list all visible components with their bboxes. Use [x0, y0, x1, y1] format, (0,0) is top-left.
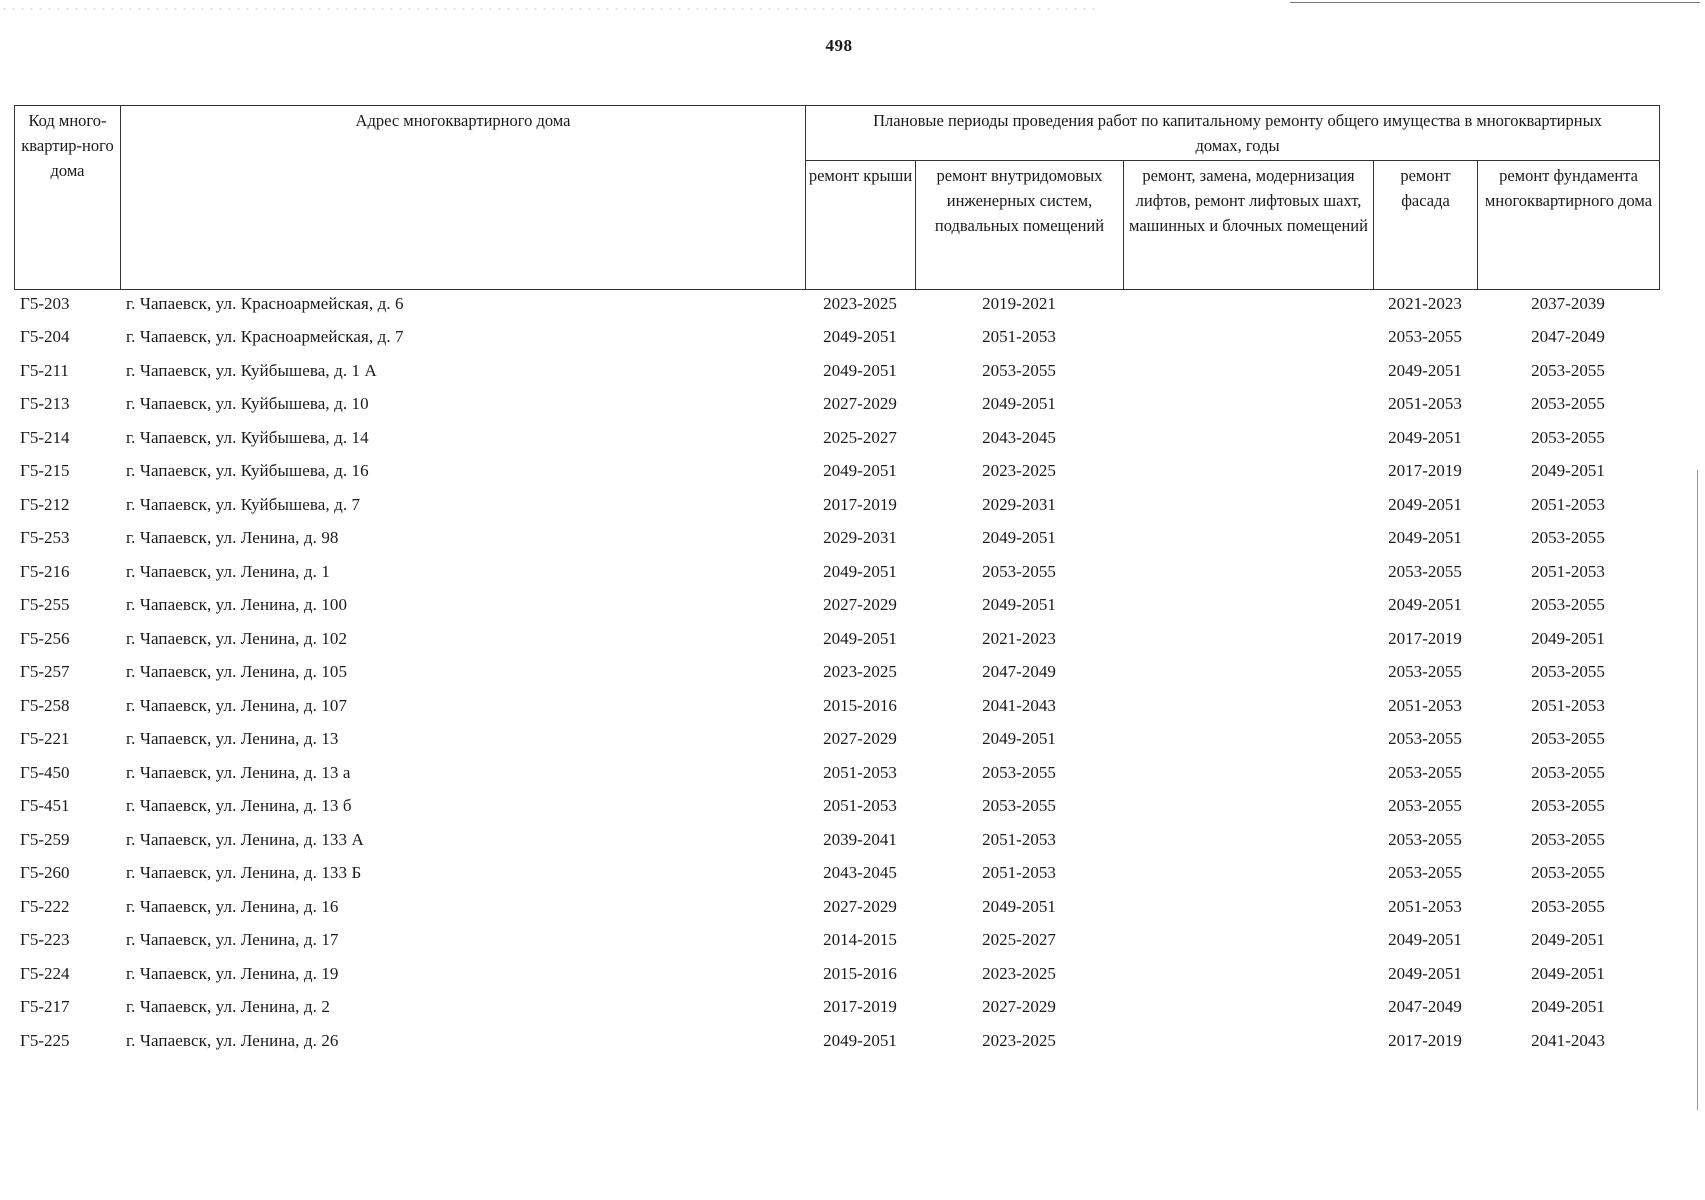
row-address: г. Чапаевск, ул. Ленина, д. 102 — [126, 628, 348, 648]
row-address: г. Чапаевск, ул. Ленина, д. 17 — [126, 930, 339, 950]
row-code: Г5-259 — [20, 829, 70, 849]
header-periods-group: Плановые периоды проведения работ по капитальному ремонту общего имущества в многоквартирных домах, годы — [806, 106, 1660, 161]
row-foundation-period: 2053-2055 — [1531, 528, 1605, 548]
row-code: Г5-221 — [20, 729, 70, 749]
row-lifts-period — [1123, 756, 1373, 790]
table-row — [14, 388, 1659, 422]
row-address: г. Чапаевск, ул. Красноармейская, д. 7 — [126, 327, 404, 347]
row-engineering-period: 2051-2053 — [982, 829, 1056, 849]
row-lifts-period — [1123, 857, 1373, 891]
row-lifts-period — [1123, 421, 1373, 455]
row-roof-period: 2049-2051 — [823, 327, 897, 347]
table-row — [14, 455, 1659, 489]
row-engineering-period: 2023-2025 — [982, 1030, 1056, 1050]
row-foundation-period: 2037-2039 — [1531, 293, 1605, 313]
row-lifts-period — [1123, 957, 1373, 991]
row-address: г. Чапаевск, ул. Ленина, д. 13 — [126, 729, 339, 749]
row-roof-period: 2015-2016 — [823, 963, 897, 983]
row-address: г. Чапаевск, ул. Ленина, д. 107 — [126, 695, 348, 715]
row-code: Г5-217 — [20, 997, 70, 1017]
table-row — [14, 1024, 1659, 1058]
row-roof-period: 2029-2031 — [823, 528, 897, 548]
row-code: Г5-260 — [20, 863, 70, 883]
row-lifts-period — [1123, 321, 1373, 355]
row-foundation-period: 2051-2053 — [1531, 561, 1605, 581]
row-facade-period: 2049-2051 — [1388, 595, 1462, 615]
row-roof-period: 2027-2029 — [823, 595, 897, 615]
row-foundation-period: 2051-2053 — [1531, 494, 1605, 514]
row-lifts-period — [1123, 522, 1373, 556]
row-facade-period: 2017-2019 — [1388, 461, 1462, 481]
scan-top-rule — [1290, 2, 1700, 3]
row-facade-period: 2051-2053 — [1388, 394, 1462, 414]
row-facade-period: 2017-2019 — [1388, 628, 1462, 648]
row-roof-period: 2049-2051 — [823, 1030, 897, 1050]
row-foundation-period: 2053-2055 — [1531, 427, 1605, 447]
row-facade-period: 2049-2051 — [1388, 427, 1462, 447]
row-lifts-period — [1123, 991, 1373, 1025]
row-code: Г5-204 — [20, 327, 70, 347]
row-code: Г5-225 — [20, 1030, 70, 1050]
table-row — [14, 656, 1659, 690]
row-foundation-period: 2049-2051 — [1531, 628, 1605, 648]
header-code: Код много-квартир-ного дома — [15, 106, 121, 290]
row-roof-period: 2049-2051 — [823, 628, 897, 648]
row-roof-period: 2051-2053 — [823, 762, 897, 782]
table-header — [14, 105, 1660, 290]
row-lifts-period — [1123, 388, 1373, 422]
table-row — [14, 689, 1659, 723]
row-foundation-period: 2041-2043 — [1531, 1030, 1605, 1050]
row-lifts-period — [1123, 488, 1373, 522]
row-code: Г5-451 — [20, 796, 70, 816]
row-address: г. Чапаевск, ул. Ленина, д. 133 А — [126, 829, 364, 849]
table-row — [14, 522, 1659, 556]
header-lifts: ремонт, замена, модернизация лифтов, ремонт лифтовых шахт, машинных и блочных помещений — [1124, 161, 1374, 290]
row-lifts-period — [1123, 622, 1373, 656]
row-address: г. Чапаевск, ул. Ленина, д. 105 — [126, 662, 348, 682]
row-engineering-period: 2053-2055 — [982, 360, 1056, 380]
row-code: Г5-213 — [20, 394, 70, 414]
row-lifts-period — [1123, 1024, 1373, 1058]
row-engineering-period: 2043-2045 — [982, 427, 1056, 447]
table-row — [14, 354, 1659, 388]
table-row — [14, 790, 1659, 824]
row-address: г. Чапаевск, ул. Красноармейская, д. 6 — [126, 293, 404, 313]
row-address: г. Чапаевск, ул. Куйбышева, д. 14 — [126, 427, 369, 447]
row-roof-period: 2023-2025 — [823, 662, 897, 682]
row-foundation-period: 2053-2055 — [1531, 595, 1605, 615]
row-roof-period: 2043-2045 — [823, 863, 897, 883]
row-roof-period: 2051-2053 — [823, 796, 897, 816]
row-roof-period: 2014-2015 — [823, 930, 897, 950]
row-facade-period: 2017-2019 — [1388, 1030, 1462, 1050]
row-facade-period: 2053-2055 — [1388, 796, 1462, 816]
table-row — [14, 756, 1659, 790]
row-lifts-period — [1123, 589, 1373, 623]
row-address: г. Чапаевск, ул. Ленина, д. 2 — [126, 997, 330, 1017]
row-code: Г5-253 — [20, 528, 70, 548]
scan-edge-rule — [1697, 470, 1698, 1110]
row-engineering-period: 2029-2031 — [982, 494, 1056, 514]
row-code: Г5-255 — [20, 595, 70, 615]
row-roof-period: 2049-2051 — [823, 360, 897, 380]
row-code: Г5-222 — [20, 896, 70, 916]
row-foundation-period: 2053-2055 — [1531, 796, 1605, 816]
row-engineering-period: 2049-2051 — [982, 595, 1056, 615]
row-address: г. Чапаевск, ул. Ленина, д. 1 — [126, 561, 330, 581]
row-facade-period: 2053-2055 — [1388, 662, 1462, 682]
table-row — [14, 991, 1659, 1025]
row-foundation-period: 2049-2051 — [1531, 963, 1605, 983]
row-lifts-period — [1123, 287, 1373, 321]
table-row — [14, 488, 1659, 522]
table-row — [14, 823, 1659, 857]
row-facade-period: 2047-2049 — [1388, 997, 1462, 1017]
row-engineering-period: 2047-2049 — [982, 662, 1056, 682]
header-facade: ремонт фасада — [1374, 161, 1478, 290]
row-code: Г5-224 — [20, 963, 70, 983]
table-row — [14, 555, 1659, 589]
row-code: Г5-203 — [20, 293, 70, 313]
row-roof-period: 2039-2041 — [823, 829, 897, 849]
row-code: Г5-256 — [20, 628, 70, 648]
row-facade-period: 2053-2055 — [1388, 729, 1462, 749]
row-facade-period: 2053-2055 — [1388, 829, 1462, 849]
table-row — [14, 622, 1659, 656]
table-row — [14, 287, 1659, 321]
table-row — [14, 924, 1659, 958]
row-address: г. Чапаевск, ул. Куйбышева, д. 7 — [126, 494, 361, 514]
row-roof-period: 2027-2029 — [823, 394, 897, 414]
row-foundation-period: 2053-2055 — [1531, 762, 1605, 782]
header-roof: ремонт крыши — [806, 161, 916, 290]
row-foundation-period: 2053-2055 — [1531, 729, 1605, 749]
row-foundation-period: 2053-2055 — [1531, 662, 1605, 682]
row-facade-period: 2049-2051 — [1388, 963, 1462, 983]
row-address: г. Чапаевск, ул. Ленина, д. 98 — [126, 528, 339, 548]
row-address: г. Чапаевск, ул. Ленина, д. 100 — [126, 595, 348, 615]
table-row — [14, 857, 1659, 891]
row-address: г. Чапаевск, ул. Куйбышева, д. 1 А — [126, 360, 377, 380]
row-foundation-period: 2053-2055 — [1531, 863, 1605, 883]
row-engineering-period: 2053-2055 — [982, 796, 1056, 816]
row-foundation-period: 2049-2051 — [1531, 930, 1605, 950]
row-code: Г5-215 — [20, 461, 70, 481]
row-engineering-period: 2049-2051 — [982, 896, 1056, 916]
row-foundation-period: 2053-2055 — [1531, 829, 1605, 849]
row-engineering-period: 2053-2055 — [982, 561, 1056, 581]
table-row — [14, 957, 1659, 991]
table-row — [14, 421, 1659, 455]
row-facade-period: 2051-2053 — [1388, 896, 1462, 916]
row-foundation-period: 2053-2055 — [1531, 394, 1605, 414]
page-number: 498 — [825, 36, 853, 55]
scan-noise — [0, 6, 1100, 14]
row-engineering-period: 2019-2021 — [982, 293, 1056, 313]
row-lifts-period — [1123, 723, 1373, 757]
row-code: Г5-257 — [20, 662, 70, 682]
header-engineering: ремонт внутридомовых инженерных систем, подвальных помещений — [916, 161, 1124, 290]
row-lifts-period — [1123, 455, 1373, 489]
row-lifts-period — [1123, 890, 1373, 924]
row-address: г. Чапаевск, ул. Куйбышева, д. 16 — [126, 461, 369, 481]
row-engineering-period: 2049-2051 — [982, 729, 1056, 749]
row-engineering-period: 2023-2025 — [982, 963, 1056, 983]
row-roof-period: 2023-2025 — [823, 293, 897, 313]
row-code: Г5-214 — [20, 427, 70, 447]
row-address: г. Чапаевск, ул. Ленина, д. 19 — [126, 963, 339, 983]
row-address: г. Чапаевск, ул. Ленина, д. 13 б — [126, 796, 352, 816]
table-row — [14, 723, 1659, 757]
row-engineering-period: 2021-2023 — [982, 628, 1056, 648]
row-lifts-period — [1123, 354, 1373, 388]
header-foundation: ремонт фундамента многоквартирного дома — [1478, 161, 1660, 290]
table-row — [14, 589, 1659, 623]
row-facade-period: 2049-2051 — [1388, 528, 1462, 548]
data-table — [14, 287, 1659, 1058]
row-address: г. Чапаевск, ул. Ленина, д. 133 Б — [126, 863, 362, 883]
row-code: Г5-216 — [20, 561, 70, 581]
header-address: Адрес многоквартирного дома — [121, 106, 806, 290]
row-code: Г5-223 — [20, 930, 70, 950]
row-facade-period: 2053-2055 — [1388, 863, 1462, 883]
row-foundation-period: 2053-2055 — [1531, 360, 1605, 380]
row-facade-period: 2053-2055 — [1388, 762, 1462, 782]
row-code: Г5-212 — [20, 494, 70, 514]
row-code: Г5-450 — [20, 762, 70, 782]
row-lifts-period — [1123, 656, 1373, 690]
row-facade-period: 2049-2051 — [1388, 360, 1462, 380]
row-roof-period: 2049-2051 — [823, 561, 897, 581]
row-engineering-period: 2027-2029 — [982, 997, 1056, 1017]
table-row — [14, 890, 1659, 924]
row-facade-period: 2053-2055 — [1388, 327, 1462, 347]
row-foundation-period: 2051-2053 — [1531, 695, 1605, 715]
row-engineering-period: 2051-2053 — [982, 863, 1056, 883]
row-roof-period: 2017-2019 — [823, 494, 897, 514]
row-lifts-period — [1123, 555, 1373, 589]
row-facade-period: 2051-2053 — [1388, 695, 1462, 715]
row-address: г. Чапаевск, ул. Ленина, д. 13 а — [126, 762, 351, 782]
row-engineering-period: 2025-2027 — [982, 930, 1056, 950]
row-engineering-period: 2049-2051 — [982, 528, 1056, 548]
row-facade-period: 2049-2051 — [1388, 930, 1462, 950]
row-address: г. Чапаевск, ул. Куйбышева, д. 10 — [126, 394, 369, 414]
row-lifts-period — [1123, 823, 1373, 857]
row-foundation-period: 2049-2051 — [1531, 461, 1605, 481]
row-engineering-period: 2053-2055 — [982, 762, 1056, 782]
row-roof-period: 2025-2027 — [823, 427, 897, 447]
row-foundation-period: 2047-2049 — [1531, 327, 1605, 347]
row-facade-period: 2021-2023 — [1388, 293, 1462, 313]
row-address: г. Чапаевск, ул. Ленина, д. 26 — [126, 1030, 339, 1050]
row-engineering-period: 2023-2025 — [982, 461, 1056, 481]
table-row — [14, 321, 1659, 355]
row-engineering-period: 2041-2043 — [982, 695, 1056, 715]
row-roof-period: 2027-2029 — [823, 896, 897, 916]
row-foundation-period: 2053-2055 — [1531, 896, 1605, 916]
row-lifts-period — [1123, 790, 1373, 824]
row-engineering-period: 2049-2051 — [982, 394, 1056, 414]
row-lifts-period — [1123, 924, 1373, 958]
row-roof-period: 2049-2051 — [823, 461, 897, 481]
row-roof-period: 2015-2016 — [823, 695, 897, 715]
row-engineering-period: 2051-2053 — [982, 327, 1056, 347]
row-lifts-period — [1123, 689, 1373, 723]
row-address: г. Чапаевск, ул. Ленина, д. 16 — [126, 896, 339, 916]
row-code: Г5-258 — [20, 695, 70, 715]
row-facade-period: 2053-2055 — [1388, 561, 1462, 581]
row-facade-period: 2049-2051 — [1388, 494, 1462, 514]
row-roof-period: 2027-2029 — [823, 729, 897, 749]
row-roof-period: 2017-2019 — [823, 997, 897, 1017]
row-foundation-period: 2049-2051 — [1531, 997, 1605, 1017]
row-code: Г5-211 — [20, 360, 69, 380]
